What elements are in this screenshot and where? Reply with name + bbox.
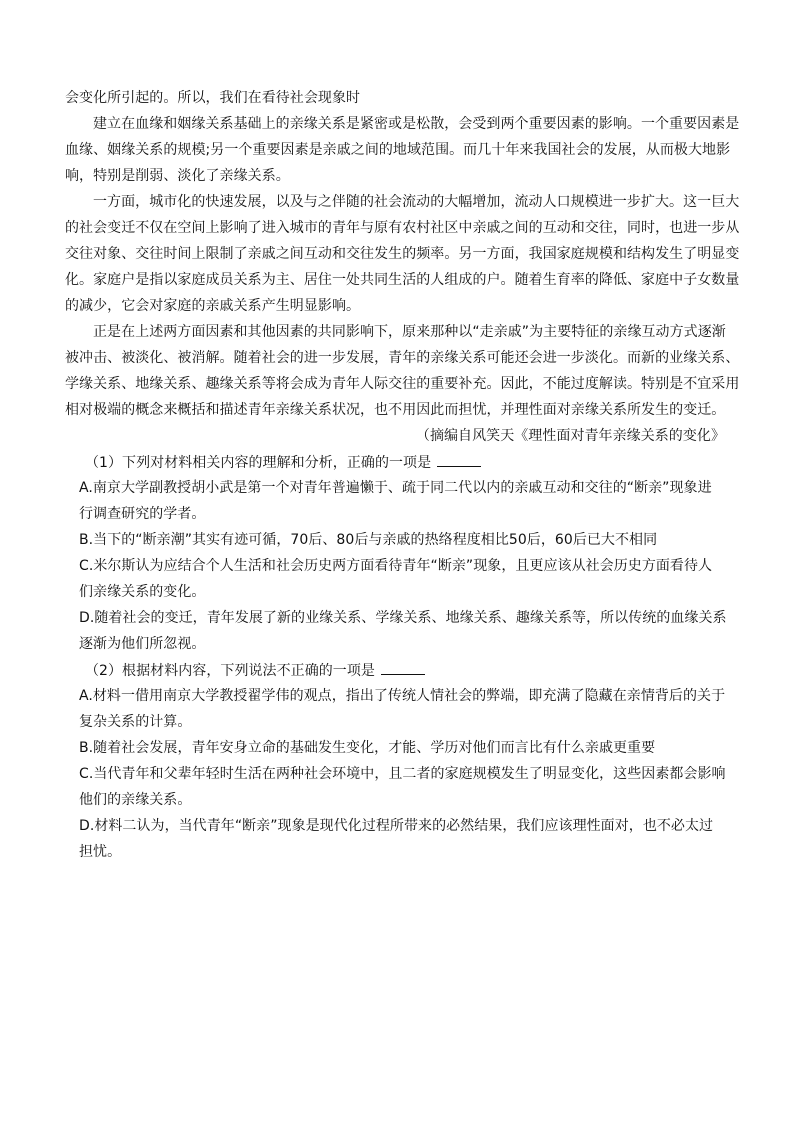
question-2-option-d-cont: 担忧。 <box>79 844 122 860</box>
passage-line: 相对极端的概念来概括和描述青年亲缘关系状况，也不用因此而担忧，并理性面对亲缘关系所发生的变迁。 <box>65 402 726 418</box>
question-1-option-c: C.米尔斯认为应结合个人生活和社会历史两方面看待青年“断亲”现象，且更应该从社会历史方面看待人 <box>79 558 713 574</box>
passage-line: 化。家庭户是指以家庭成员关系为主、居住一处共同生活的人组成的户。随着生育率的降低、家庭中子女数量 <box>65 272 740 288</box>
answer-blank[interactable] <box>381 660 425 675</box>
question-1-option-a-cont: 行调查研究的学者。 <box>79 506 206 522</box>
answer-blank[interactable] <box>437 452 481 467</box>
passage-line: 一方面，城市化的快速发展，以及与之伴随的社会流动的大幅增加，流动人口规模进一步扩大。这一巨大 <box>93 194 740 210</box>
document-page <box>65 88 740 868</box>
passage-line: 学缘关系、地缘关系、趣缘关系等将会成为青年人际交往的重要补充。因此，不能过度解读。特别是不宜采用 <box>65 376 740 392</box>
question-2-option-d: D.材料二认为，当代青年“断亲”现象是现代化过程所带来的必然结果，我们应该理性面对，也不必太过 <box>79 818 714 834</box>
passage-source: （摘编自风笑天《理性面对青年亲缘关系的变化》 <box>415 428 725 444</box>
question-1-option-b: B.当下的“断亲潮”其实有迹可循，70后、80后与亲戚的热络程度相比50后，60后已大不相同 <box>79 532 658 548</box>
question-1-option-a: A.南京大学副教授胡小武是第一个对青年普遍懒于、疏于同二代以内的亲戚互动和交往的“断亲”现象进 <box>79 480 712 496</box>
question-2-option-a-cont: 复杂关系的计算。 <box>79 714 192 730</box>
passage-line: 的减少，它会对家庭的亲戚关系产生明显影响。 <box>65 298 361 314</box>
question-2-text: （2）根据材料内容，下列说法不正确的一项是 <box>85 663 375 679</box>
question-1-text: （1）下列对材料相关内容的理解和分析，正确的一项是 <box>85 455 432 471</box>
passage-line: 正是在上述两方面因素和其他因素的共同影响下，原来那种以“走亲戚”为主要特征的亲缘互动方式逐渐 <box>93 324 726 340</box>
question-2-stem <box>65 660 731 686</box>
passage-line: 被冲击、被淡化、被消解。随着社会的进一步发展，青年的亲缘关系可能还会进一步淡化。而新的业缘关系、 <box>65 350 740 366</box>
question-1-option-c-cont: 们亲缘关系的变化。 <box>79 584 206 600</box>
passage-line: 响，特别是削弱、淡化了亲缘关系。 <box>65 168 290 184</box>
passage-line: 交往对象、交往时间上限制了亲戚之间互动和交往发生的频率。另一方面，我国家庭规模和结构发生了明显变 <box>65 246 740 262</box>
question-2-option-a: A.材料一借用南京大学教授翟学伟的观点，指出了传统人情社会的弊端，即充满了隐藏在亲情背后的关于 <box>79 688 726 704</box>
passage-line: 建立在血缘和姻缘关系基础上的亲缘关系是紧密或是松散，会受到两个重要因素的影响。一个重要因素是 <box>93 116 740 132</box>
passage-line: 会变化所引起的。所以，我们在看待社会现象时 <box>65 90 361 106</box>
question-2-option-c-cont: 他们的亲缘关系。 <box>79 792 192 808</box>
question-1-option-d-cont: 逐渐为他们所忽视。 <box>79 636 206 652</box>
question-1-stem <box>65 452 731 478</box>
passage-line: 血缘、姻缘关系的规模;另一个重要因素是亲戚之间的地域范围。而几十年来我国社会的发展，从而极大地影 <box>65 142 731 158</box>
question-2-option-b: B.随着社会发展，青年安身立命的基础发生变化，才能、学历对他们而言比有什么亲戚更重要 <box>79 740 656 756</box>
passage-line: 的社会变迁不仅在空间上影响了进入城市的青年与原有农村社区中亲戚之间的互动和交往，同时，也进一步从 <box>65 220 740 236</box>
question-2-option-c: C.当代青年和父辈年轻时生活在两种社会环境中，且二者的家庭规模发生了明显变化，这些因素都会影响 <box>79 766 726 782</box>
question-1-option-d: D.随着社会的变迁，青年发展了新的业缘关系、学缘关系、地缘关系、趣缘关系等，所以传统的血缘关系 <box>79 610 727 626</box>
